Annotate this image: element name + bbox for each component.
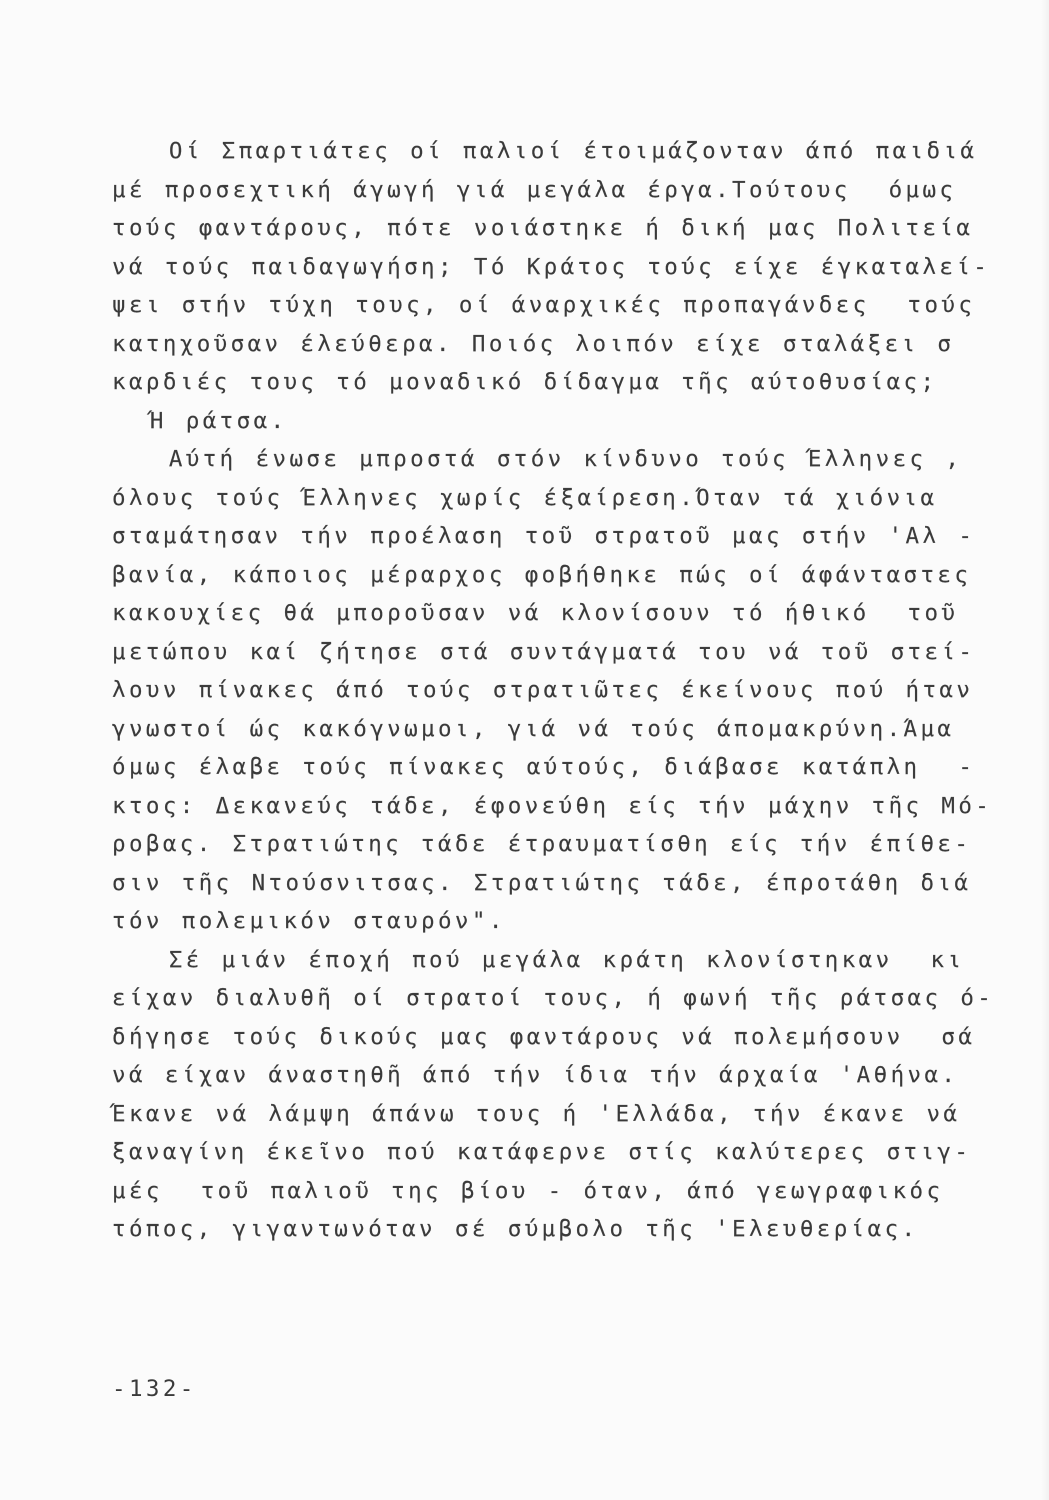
body-text bbox=[112, 132, 1012, 1249]
text-line: μές τοῦ παλιοῦ της βίου - όταν, άπό γεωγραφικός bbox=[112, 1177, 944, 1204]
text-line: βανία, κάποιος μέραρχος φοβήθηκε πώς οί άφάνταστες bbox=[112, 561, 972, 588]
text-line: μέ προσεχτική άγωγή γιά μεγάλα έργα.Τούτους όμως bbox=[112, 176, 957, 203]
text-line: όλους τούς Έλληνες χωρίς έξαίρεση.Όταν τά χιόνια bbox=[112, 484, 938, 511]
text-line: τόν πολεμικόν σταυρόν". bbox=[112, 908, 506, 934]
text-line: Οί Σπαρτιάτες οί παλιοί έτοιμάζονταν άπό παιδιά bbox=[112, 138, 978, 164]
text-line: Έκανε νά λάμψη άπάνω τους ή 'Ελλάδα, τήν έκανε νά bbox=[112, 1100, 961, 1127]
text-line: ροβας. Στρατιώτης τάδε έτραυματίσθη είς τήν έπίθε- bbox=[112, 831, 972, 857]
text-line: Αύτή ένωσε μπροστά στόν κίνδυνο τούς Έλληνες , bbox=[112, 446, 963, 472]
text-line: κατηχοῦσαν έλεύθερα. Ποιός λοιπόν είχε σταλάξει σ bbox=[112, 330, 955, 357]
text-line: λουν πίνακες άπό τούς στρατιῶτες έκείνους πού ήταν bbox=[112, 677, 974, 703]
text-line: τόπος, γιγαντωνόταν σέ σύμβολο τῆς 'Ελευθερίας. bbox=[112, 1216, 919, 1242]
text-line: σιν τῆς Ντούσνιτσας. Στρατιώτης τάδε, έπροτάθη διά bbox=[112, 869, 972, 896]
text-line: σταμάτησαν τήν προέλαση τοῦ στρατοῦ μας στήν 'Αλ - bbox=[112, 523, 976, 549]
text-line: κακουχίες θά μποροῦσαν νά κλονίσουν τό ήθικό τοῦ bbox=[112, 600, 959, 626]
text-line: είχαν διαλυθῆ οί στρατοί τους, ή φωνή τῆς ράτσας ό- bbox=[112, 985, 995, 1011]
text-line: Ή ράτσα. bbox=[112, 407, 288, 434]
text-line: κτος: Δεκανεύς τάδε, έφονεύθη είς τήν μάχην τῆς Μό- bbox=[112, 792, 993, 819]
text-line: όμως έλαβε τούς πίνακες αύτούς, διάβασε κατάπλη - bbox=[112, 754, 976, 780]
text-line: γνωστοί ώς κακόγνωμοι, γιά νά τούς άπομακρύνη.Άμα bbox=[112, 715, 955, 742]
text-line: δήγησε τούς δικούς μας φαντάρους νά πολεμήσουν σά bbox=[112, 1023, 976, 1050]
text-line: καρδιές τους τό μοναδικό δίδαγμα τῆς αύτοθυσίας; bbox=[112, 369, 938, 395]
text-line: Σέ μιάν έποχή πού μεγάλα κράτη κλονίστηκαν κι bbox=[112, 946, 965, 973]
text-line: νά τούς παιδαγωγήση; Τό Κράτος τούς είχε έγκαταλεί- bbox=[112, 253, 991, 280]
text-line: νά είχαν άναστηθῆ άπό τήν ίδια τήν άρχαία 'Αθήνα. bbox=[112, 1062, 959, 1088]
text-line: μετώπου καί ζήτησε στά συντάγματά του νά τοῦ στεί- bbox=[112, 638, 976, 665]
text-line: ψει στήν τύχη τους, οί άναρχικές προπαγάνδες τούς bbox=[112, 292, 976, 318]
page-edge bbox=[1041, 0, 1049, 1500]
text-line: ξαναγίνη έκεῖνο πού κατάφερνε στίς καλύτερες στιγ- bbox=[112, 1139, 972, 1165]
page-number: -132- bbox=[112, 1376, 197, 1402]
text-line: τούς φαντάρους, πότε νοιάστηκε ή δική μας Πολιτεία bbox=[112, 215, 974, 241]
